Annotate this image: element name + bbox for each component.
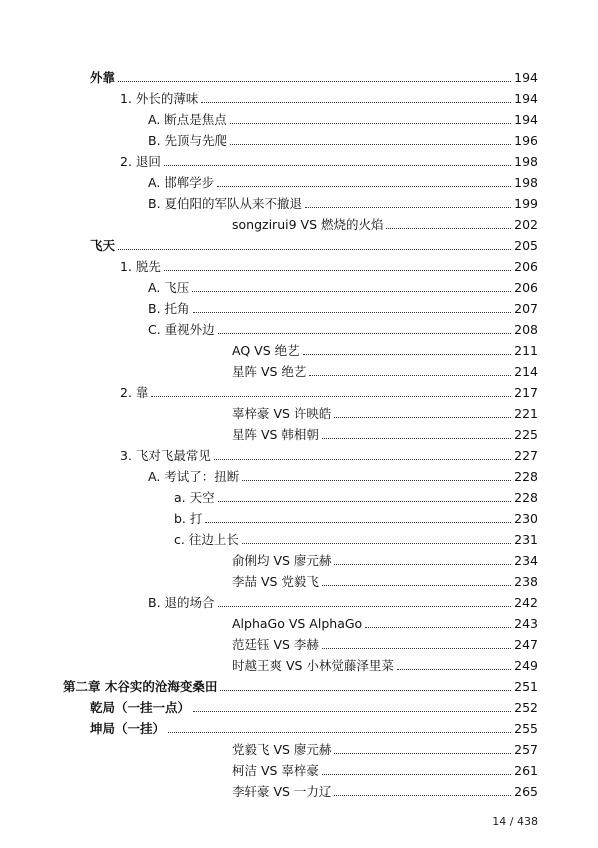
toc-entry[interactable]: [0, 505, 598, 526]
toc-entry-title: A. 飞压: [148, 280, 190, 295]
toc-entry-title: 星阵 VS 韩相朝: [232, 427, 319, 442]
toc-entry[interactable]: [0, 337, 598, 358]
dot-leader: [164, 270, 511, 271]
dot-leader: [365, 627, 511, 628]
toc-entry-title: 1. 外长的薄味: [120, 91, 199, 106]
toc-entry[interactable]: [0, 190, 598, 211]
dot-leader: [242, 543, 511, 544]
toc-entry-page: 231: [514, 532, 538, 547]
toc-entry-title: A. 断点是焦点: [148, 112, 227, 127]
toc-entry-title: songzirui9 VS 燃烧的火焰: [232, 217, 384, 232]
toc-entry-page: 230: [514, 511, 538, 526]
toc-entry-title: B. 退的场合: [148, 595, 215, 610]
toc-entry[interactable]: [0, 652, 598, 673]
toc-entry[interactable]: [0, 211, 598, 232]
toc-entry-page: 247: [514, 637, 538, 652]
toc-entry-title: 坤局（一挂）: [90, 721, 166, 736]
toc-entry-title: B. 夏伯阳的军队从来不撤退: [148, 196, 303, 211]
toc-entry-title: 李轩豪 VS 一力辽: [232, 784, 332, 799]
toc-entry-title: 飞天: [90, 238, 116, 253]
toc-entry[interactable]: [0, 694, 598, 715]
toc-entry-title: 辜梓豪 VS 许映皓: [232, 406, 332, 421]
toc-entry-page: 251: [514, 679, 538, 694]
toc-entry-page: 208: [514, 322, 538, 337]
dot-leader: [322, 774, 511, 775]
toc-entry[interactable]: [0, 778, 598, 799]
toc-entry-title: AQ VS 绝艺: [232, 343, 300, 358]
toc-entry-title: C. 重视外边: [148, 322, 215, 337]
dot-leader: [386, 228, 511, 229]
toc-entry-title: 俞俐均 VS 廖元赫: [232, 553, 332, 568]
dot-leader: [168, 732, 511, 733]
dot-leader: [230, 144, 511, 145]
toc-entry[interactable]: [0, 316, 598, 337]
toc-entry-title: 时越王爽 VS 小林觉藤泽里菜: [232, 658, 394, 673]
toc-entry[interactable]: [0, 400, 598, 421]
toc-entry[interactable]: [0, 295, 598, 316]
toc-entry[interactable]: [0, 127, 598, 148]
dot-leader: [334, 564, 511, 565]
toc-entry-page: 242: [514, 595, 538, 610]
toc-entry-page: 205: [514, 238, 538, 253]
toc-entry-page: 225: [514, 427, 538, 442]
toc-entry-page: 227: [514, 448, 538, 463]
toc-entry[interactable]: [0, 631, 598, 652]
dot-leader: [334, 417, 511, 418]
toc-entry[interactable]: [0, 463, 598, 484]
toc-entry-page: 265: [514, 784, 538, 799]
toc-entry-title: AlphaGo VS AlphaGo: [232, 616, 363, 631]
toc-entry[interactable]: [0, 526, 598, 547]
toc-entry[interactable]: [0, 421, 598, 442]
toc-entry[interactable]: [0, 148, 598, 169]
toc-entry-title: b. 打: [174, 511, 203, 526]
toc-entry[interactable]: [0, 610, 598, 631]
toc-entry-page: 194: [514, 70, 538, 85]
toc-entry-page: 198: [514, 175, 538, 190]
dot-leader: [303, 354, 512, 355]
dot-leader: [151, 396, 511, 397]
table-of-contents: [0, 64, 598, 799]
toc-entry-page: 228: [514, 469, 538, 484]
toc-entry[interactable]: [0, 589, 598, 610]
toc-entry-title: 柯洁 VS 辜梓豪: [232, 763, 319, 778]
dot-leader: [217, 186, 511, 187]
dot-leader: [397, 669, 511, 670]
toc-entry[interactable]: [0, 64, 598, 85]
toc-entry-page: 249: [514, 658, 538, 673]
toc-entry-title: B. 先顶与先爬: [148, 133, 228, 148]
dot-leader: [218, 501, 512, 502]
toc-entry-title: 范廷钰 VS 李赫: [232, 637, 319, 652]
dot-leader: [334, 795, 511, 796]
dot-leader: [192, 291, 511, 292]
toc-entry-page: 202: [514, 217, 538, 232]
toc-entry[interactable]: [0, 85, 598, 106]
toc-entry[interactable]: [0, 484, 598, 505]
dot-leader: [334, 753, 511, 754]
toc-entry[interactable]: [0, 715, 598, 736]
dot-leader: [193, 711, 511, 712]
toc-entry-page: 234: [514, 553, 538, 568]
toc-entry-page: 206: [514, 280, 538, 295]
toc-entry-page: 261: [514, 763, 538, 778]
toc-entry[interactable]: [0, 442, 598, 463]
dot-leader: [220, 690, 511, 691]
toc-entry-title: 星阵 VS 绝艺: [232, 364, 307, 379]
dot-leader: [322, 648, 511, 649]
toc-entry[interactable]: [0, 757, 598, 778]
toc-entry-page: 211: [514, 343, 538, 358]
dot-leader: [322, 585, 511, 586]
dot-leader: [118, 81, 511, 82]
dot-leader: [242, 480, 511, 481]
toc-entry-page: 252: [514, 700, 538, 715]
toc-entry-page: 243: [514, 616, 538, 631]
toc-entry-page: 221: [514, 406, 538, 421]
toc-entry[interactable]: [0, 379, 598, 400]
toc-entry[interactable]: [0, 736, 598, 757]
toc-entry[interactable]: [0, 673, 598, 694]
toc-entry-title: a. 天空: [174, 490, 215, 505]
toc-entry-page: 257: [514, 742, 538, 757]
dot-leader: [218, 333, 511, 334]
toc-entry-page: 238: [514, 574, 538, 589]
toc-entry-title: 党毅飞 VS 廖元赫: [232, 742, 332, 757]
toc-entry-title: A. 考试了：扭断: [148, 469, 240, 484]
toc-entry-title: 第二章 木谷实的沧海变桑田: [63, 679, 218, 694]
toc-entry[interactable]: [0, 568, 598, 589]
toc-entry-title: 2. 靠: [120, 385, 149, 400]
toc-entry[interactable]: [0, 232, 598, 253]
dot-leader: [118, 249, 511, 250]
toc-entry[interactable]: [0, 169, 598, 190]
toc-entry-title: 外靠: [90, 70, 116, 85]
toc-entry-page: 194: [514, 112, 538, 127]
dot-leader: [201, 102, 511, 103]
toc-entry-page: 198: [514, 154, 538, 169]
dot-leader: [230, 123, 511, 124]
toc-entry-title: 3. 飞对飞最常见: [120, 448, 211, 463]
toc-entry[interactable]: [0, 106, 598, 127]
dot-leader: [193, 312, 512, 313]
toc-entry[interactable]: [0, 274, 598, 295]
toc-entry-title: c. 往边上长: [174, 532, 239, 547]
toc-entry-page: 228: [514, 490, 538, 505]
toc-entry-page: 207: [514, 301, 538, 316]
toc-entry-page: 194: [514, 91, 538, 106]
dot-leader: [164, 165, 511, 166]
toc-entry[interactable]: [0, 253, 598, 274]
toc-entry-title: 2. 退回: [120, 154, 161, 169]
page-number: 14 / 438: [492, 815, 538, 828]
toc-entry[interactable]: [0, 358, 598, 379]
toc-entry-page: 217: [514, 385, 538, 400]
dot-leader: [205, 522, 511, 523]
dot-leader: [214, 459, 511, 460]
toc-entry-title: B. 托角: [148, 301, 190, 316]
toc-entry-title: 乾局（一挂一点）: [90, 700, 191, 715]
toc-entry-page: 196: [514, 133, 538, 148]
toc-entry-page: 214: [514, 364, 538, 379]
toc-entry-page: 199: [514, 196, 538, 211]
toc-entry-title: A. 邯郸学步: [148, 175, 215, 190]
dot-leader: [309, 375, 511, 376]
toc-entry-title: 1. 脱先: [120, 259, 161, 274]
dot-leader: [322, 438, 511, 439]
dot-leader: [305, 207, 511, 208]
toc-entry-page: 255: [514, 721, 538, 736]
toc-entry-page: 206: [514, 259, 538, 274]
toc-entry[interactable]: [0, 547, 598, 568]
toc-entry-title: 李喆 VS 党毅飞: [232, 574, 319, 589]
dot-leader: [218, 606, 512, 607]
